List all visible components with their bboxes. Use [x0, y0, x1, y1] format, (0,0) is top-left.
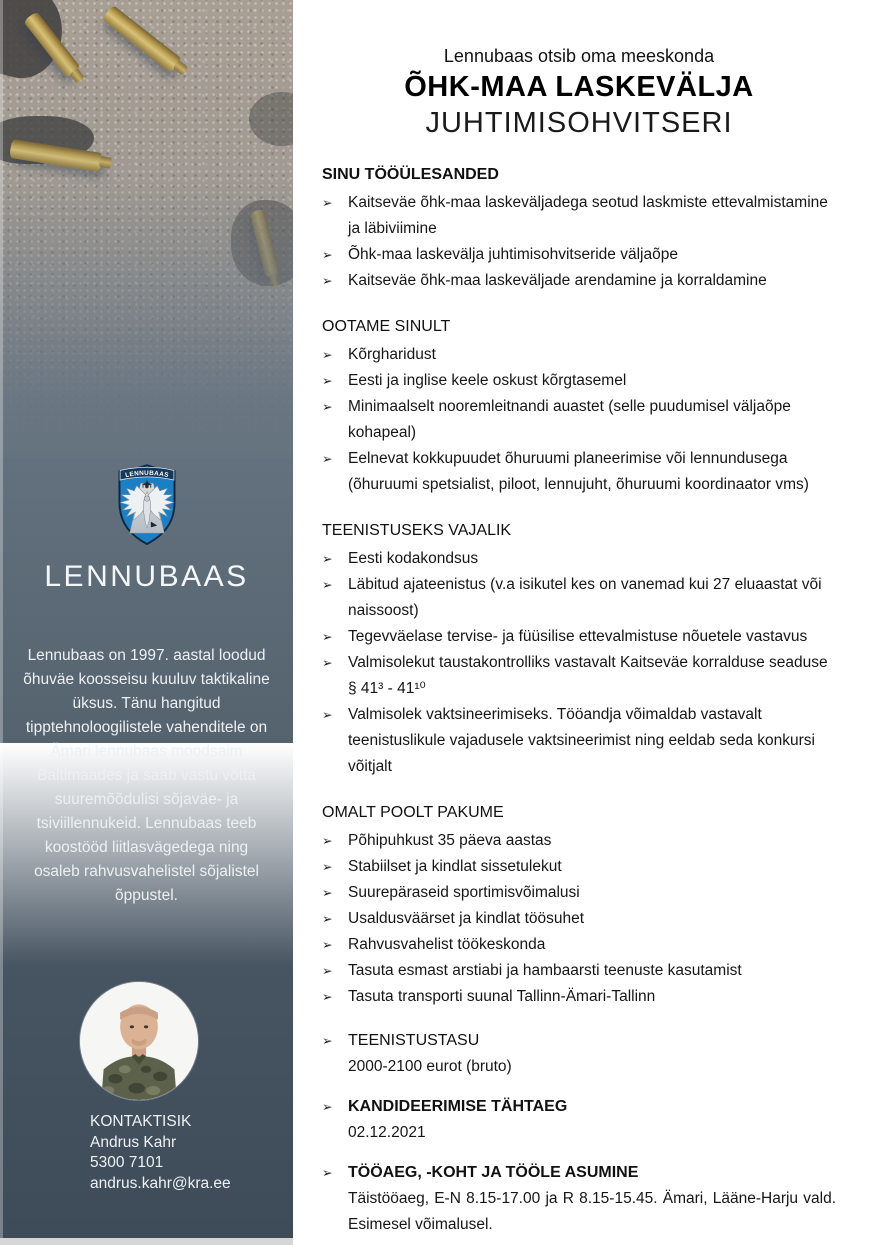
bullet-arrow-icon: ➢	[322, 859, 333, 874]
bullet-arrow-icon: ➢	[322, 833, 333, 848]
section-offer	[322, 803, 836, 1010]
bullet-arrow-icon: ➢	[322, 1165, 333, 1180]
special-title: KANDIDEERIMISE TÄHTAEG	[348, 1098, 568, 1115]
bullet-arrow-icon: ➢	[322, 1099, 333, 1114]
header-kicker: Lennubaas otsib oma meeskonda	[443, 46, 715, 66]
section-title: SINU TÖÖÜLESANDED	[322, 166, 499, 183]
contact-email: andrus.kahr@kra.ee	[90, 1174, 231, 1192]
list-item	[322, 368, 836, 394]
list-item-text: Kaitseväe õhk-maa laskeväljadega seotud laskmiste ettevalmistamine ja läbiviimine	[348, 194, 828, 237]
list-item-text: Tasuta esmast arstiabi ja hambaarsti teenuste kasutamist	[348, 962, 742, 979]
page-title-line2: JUHTIMISOHVITSERI	[425, 107, 733, 139]
bullet-arrow-icon: ➢	[322, 629, 333, 644]
list-item-text: Kaitseväe õhk-maa laskeväljade arendamine ja korraldamine	[348, 272, 767, 289]
list-item-text: Tasuta transporti suunal Tallinn-Ämari-Tallinn	[348, 988, 656, 1005]
list-item-text: Valmisolek vaktsineerimiseks. Tööandja võimaldab vastavalt teenistuslikule vajadusele vaktsineerimist ning eeldab seda konkursi võitjalt	[348, 706, 815, 775]
contact-phone: 5300 7101	[90, 1154, 164, 1171]
list-item	[322, 854, 836, 880]
list-item	[322, 546, 836, 572]
special-title: TÖÖAEG, -KOHT JA TÖÖLE ASUMINE	[348, 1164, 639, 1181]
list-item-text: Eesti ja inglise keele oskust kõrgtasemel	[348, 372, 627, 389]
list-item-text: Õhk-maa laskevälja juhtimisohvitseride väljaõpe	[348, 246, 678, 263]
section-title: OMALT POOLT PAKUME	[322, 804, 504, 821]
list-item-text: Minimaalselt nooremleitnandi auastet (selle puudumisel väljaõpe kohapeal)	[348, 398, 791, 441]
list-item	[322, 828, 836, 854]
special-content	[348, 1028, 836, 1080]
photo-fade-overlay	[0, 0, 293, 458]
worktime-details: Täistööaeg, E-N 8.15-17.00 ja R 8.15-15.45. Ämari, Lääne-Harju vald. Esimesel võimalusel.	[348, 1190, 836, 1233]
list-item	[322, 880, 836, 906]
section-deadline	[322, 1094, 836, 1146]
list-item-text: Rahvusvahelist töökeskonda	[348, 936, 546, 953]
section-salary	[322, 1028, 836, 1080]
bullet-arrow-icon: ➢	[322, 273, 333, 288]
svg-text:LENNUBAAS: LENNUBAAS	[124, 469, 169, 480]
section-title: OOTAME SINULT	[322, 318, 451, 335]
bullet-arrow-icon: ➢	[322, 885, 333, 900]
section-requirements	[322, 521, 836, 780]
bullet-arrow-icon: ➢	[322, 451, 333, 466]
unit-description: Lennubaas on 1997. aastal loodud õhuväe koosseisu kuuluv taktikaline üksus. Tänu hangitud tipptehnoloogilistele vahenditele on Ämari lennubaas moodsaim Baltimaades ja saab vastu võtta suuremõõdulisi sõjaväe- ja tsiviillennukeid. Lennubaas teeb koostööd liitlasvägedega ning osaleb rahvusvahelistel sõjalistel õppustel.	[23, 646, 270, 904]
list-item-text: Läbitud ajateenistus (v.a isikutel kes on vanemad kui 27 eluaastat või naissoost)	[348, 576, 822, 619]
bullet-arrow-icon: ➢	[322, 399, 333, 414]
bullet-arrow-icon: ➢	[322, 963, 333, 978]
list-item	[322, 572, 836, 624]
list-item-text: Põhipuhkust 35 päeva aastas	[348, 832, 552, 849]
section-expectations	[322, 317, 836, 498]
bullet-arrow-icon: ➢	[322, 347, 333, 362]
list-item	[322, 446, 836, 498]
bullet-arrow-icon: ➢	[322, 655, 333, 670]
page-left-edge	[0, 0, 3, 1238]
poster-header	[322, 44, 836, 142]
special-content	[348, 1160, 836, 1238]
contact-block	[90, 1112, 231, 1194]
list-item	[322, 394, 836, 446]
special-content	[348, 1094, 836, 1146]
list-item	[322, 702, 836, 780]
list-item	[322, 932, 836, 958]
bullet-arrow-icon: ➢	[322, 707, 333, 722]
list-item-text: Eelnevat kokkupuudet õhuruumi planeerimise või lennundusega (õhuruumi spetsialist, piloot, lennujuht, õhuruumi koordinaator vms)	[348, 450, 809, 493]
section-tasks	[322, 165, 836, 294]
list-item	[322, 1094, 836, 1146]
bullet-arrow-icon: ➢	[322, 937, 333, 952]
salary-value: 2000-2100 eurot (bruto)	[348, 1058, 512, 1075]
section-worktime	[322, 1160, 836, 1238]
page-bottom-edge	[0, 1238, 293, 1245]
list-item-text: Tegevväelase tervise- ja füüsilise ettevalmistuse nõuetele vastavus	[348, 628, 808, 645]
list-item-text: Kõrgharidust	[348, 346, 436, 363]
lennubaas-crest-icon	[115, 462, 179, 548]
list-item	[322, 1160, 836, 1238]
list-item	[322, 650, 836, 702]
bullet-arrow-icon: ➢	[322, 373, 333, 388]
list-item	[322, 906, 836, 932]
bullet-arrow-icon: ➢	[322, 989, 333, 1004]
bullet-arrow-icon: ➢	[322, 247, 333, 262]
list-item-text: Suurepäraseid sportimisvõimalusi	[348, 884, 580, 901]
list-item	[322, 242, 836, 268]
list-item-text: Valmisolekut taustakontrolliks vastavalt Kaitseväe korralduse seaduse § 41³ - 41¹⁰	[348, 654, 828, 697]
page-title-line1: ÕHK-MAA LASKEVÄLJA	[404, 71, 754, 103]
list-item	[322, 190, 836, 242]
bullet-arrow-icon: ➢	[322, 911, 333, 926]
main-content	[293, 0, 880, 1245]
list-item-text: Usaldusväärset ja kindlat töösuhet	[348, 910, 585, 927]
list-item	[322, 342, 836, 368]
bullet-arrow-icon: ➢	[322, 1033, 333, 1048]
contact-portrait-photo	[80, 982, 198, 1100]
sidebar	[0, 0, 293, 1238]
list-item	[322, 268, 836, 294]
bullet-arrow-icon: ➢	[322, 577, 333, 592]
bullet-arrow-icon: ➢	[322, 195, 333, 210]
list-item	[322, 624, 836, 650]
list-item	[322, 958, 836, 984]
list-item	[322, 984, 836, 1010]
special-title: TEENISTUSTASU	[348, 1032, 480, 1049]
list-item-text: Eesti kodakondsus	[348, 550, 479, 567]
contact-name: Andrus Kahr	[90, 1133, 177, 1151]
contact-heading: KONTAKTISIK	[90, 1113, 192, 1130]
bullet-casings-photo	[0, 0, 293, 458]
bullet-arrow-icon: ➢	[322, 551, 333, 566]
sidebar-brand-title: LENNUBAAS	[44, 560, 249, 593]
list-item-text: Stabiilset ja kindlat sissetulekut	[348, 858, 562, 875]
deadline-date: 02.12.2021	[348, 1124, 426, 1141]
section-title: TEENISTUSEKS VAJALIK	[322, 522, 512, 539]
list-item	[322, 1028, 836, 1080]
